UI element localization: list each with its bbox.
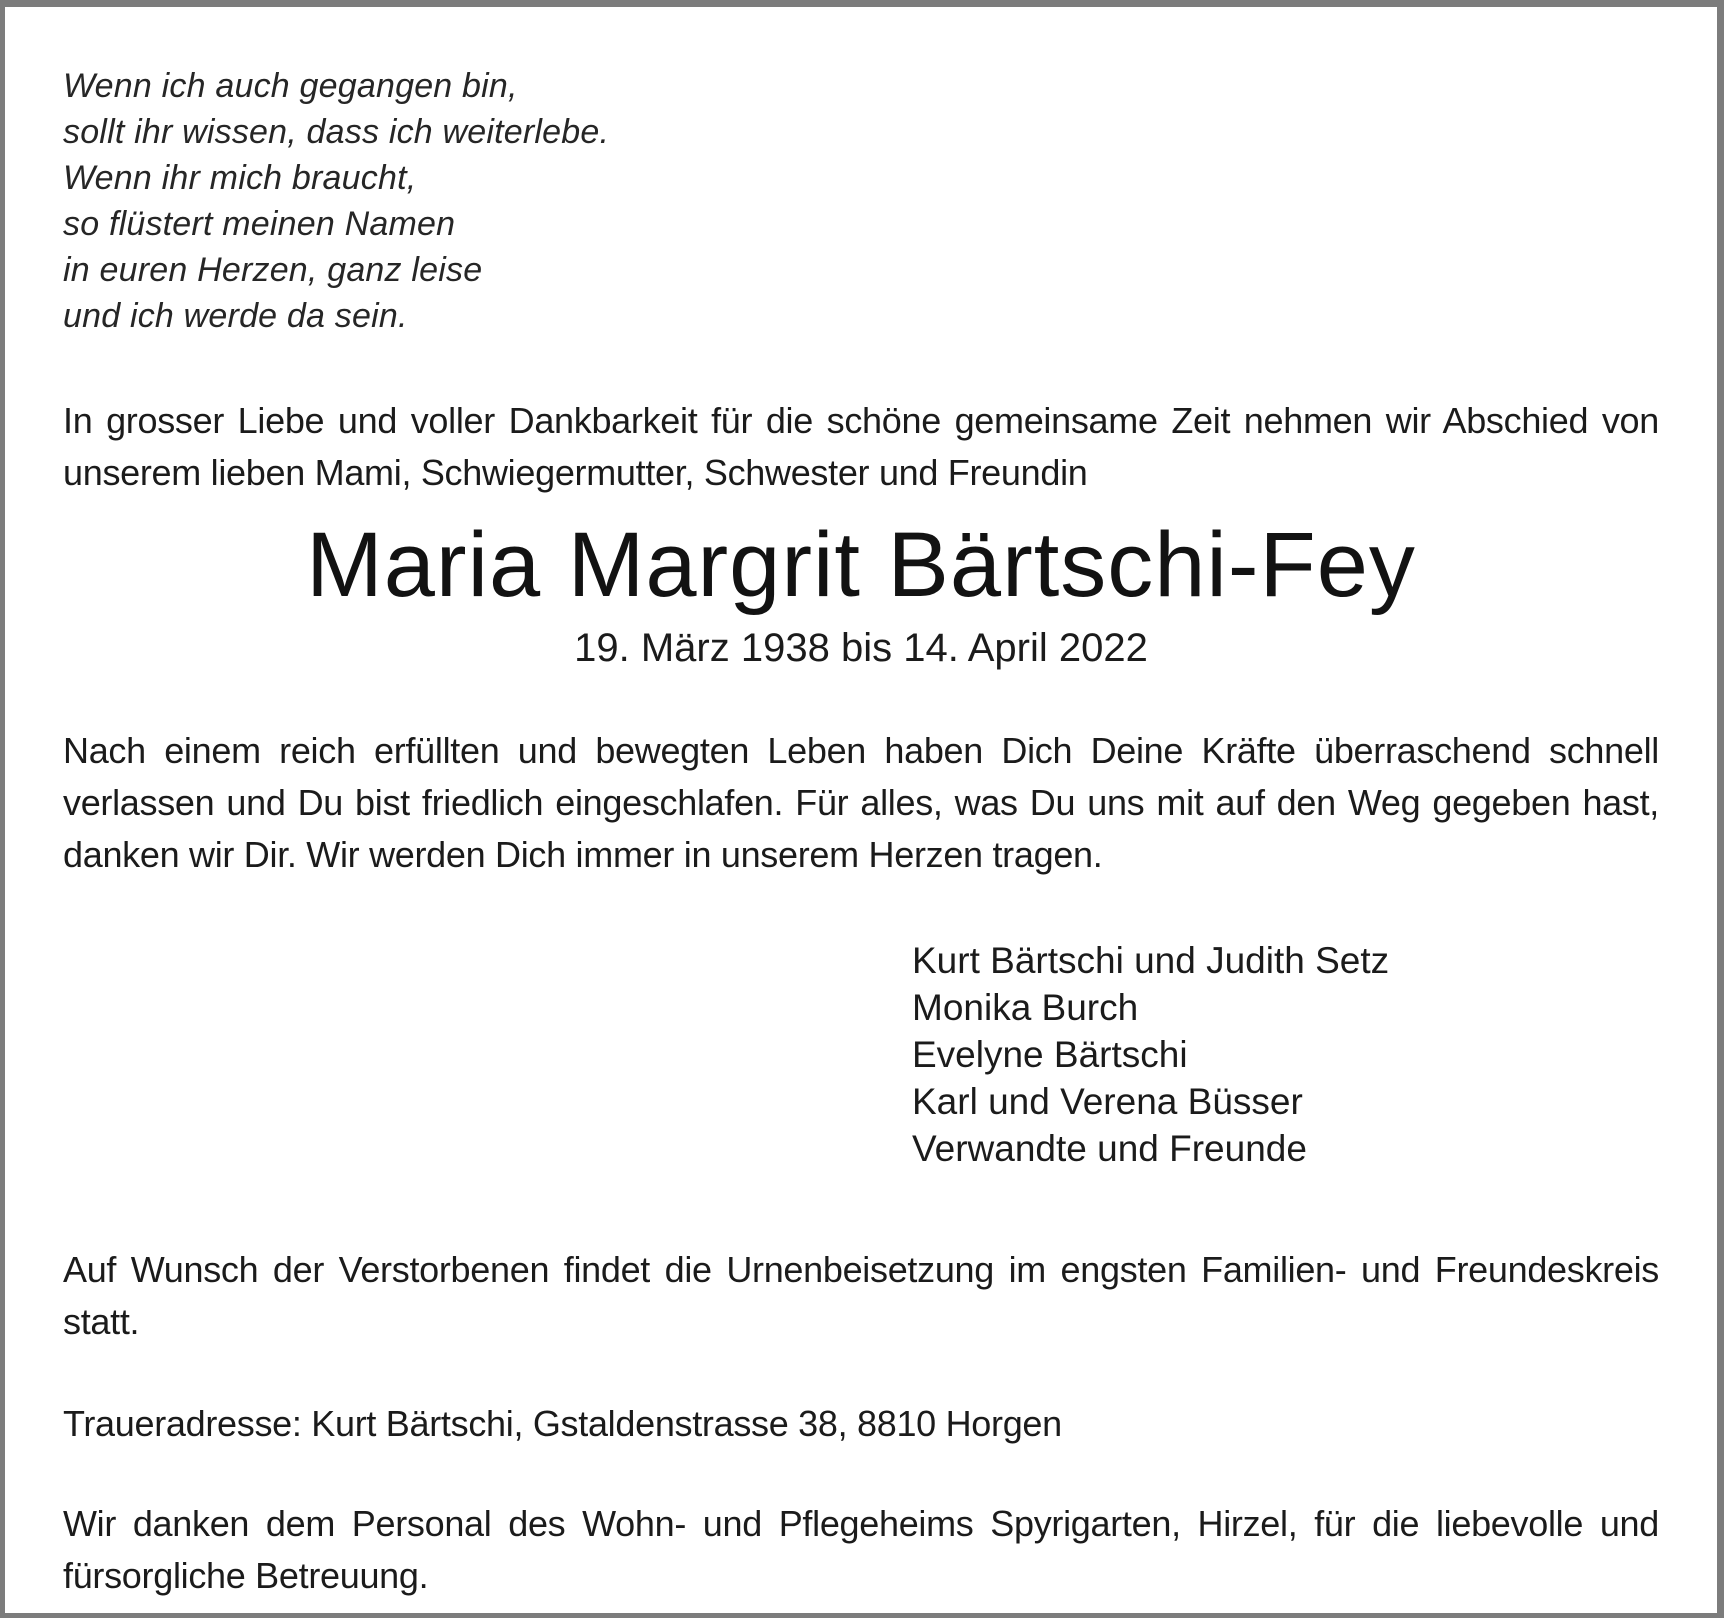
mourner-line: Kurt Bärtschi und Judith Setz (912, 939, 1390, 981)
tribute-paragraph: Nach einem reich erfüllten und bewegten Leben haben Dich Deine Kräfte überraschend schnell verlassen und Du bist friedlich eingeschlafen. Für alles, was Du uns mit auf den Weg gegeben hast, danken wir Dir. Wir werden Dich immer in unserem Herzen tragen. (63, 729, 1659, 875)
funeral-note: Auf Wunsch der Verstorbenen findet die Urnenbeisetzung im engsten Familien- und Freundeskreis statt. (63, 1248, 1659, 1342)
mourners-list (912, 937, 1659, 1172)
poem-line: Wenn ich auch gegangen bin, (63, 67, 518, 105)
mourner-line: Verwandte und Freunde (912, 1127, 1307, 1169)
mourner-line: Monika Burch (912, 986, 1139, 1028)
life-dates: 19. März 1938 bis 14. April 2022 (574, 625, 1148, 670)
poem-line: so flüstert meinen Namen (63, 205, 456, 243)
poem (63, 63, 1659, 339)
obituary-sheet (5, 7, 1717, 1613)
poem-line: in euren Herzen, ganz leise (63, 251, 483, 289)
deceased-name: Maria Margrit Bärtschi-Fey (306, 514, 1416, 616)
mourner-line: Evelyne Bärtschi (912, 1033, 1188, 1075)
left-edge-line (0, 7, 2, 1613)
poem-line: sollt ihr wissen, dass ich weiterlebe. (63, 113, 610, 151)
thanks-paragraph: Wir danken dem Personal des Wohn- und Pflegeheims Spyrigarten, Hirzel, für die liebevolle und fürsorgliche Betreuung. (63, 1502, 1659, 1596)
intro-paragraph: In grosser Liebe und voller Dankbarkeit für die schöne gemeinsame Zeit nehmen wir Abschied von unserem lieben Mami, Schwiegermutter, Schwester und Freundin (63, 400, 1659, 493)
mourner-line: Karl und Verena Büsser (912, 1080, 1303, 1122)
poem-line: Wenn ihr mich braucht, (63, 159, 417, 197)
condolence-address: Traueradresse: Kurt Bärtschi, Gstaldenstrasse 38, 8810 Horgen (63, 1402, 1062, 1444)
poem-line: und ich werde da sein. (63, 297, 408, 335)
